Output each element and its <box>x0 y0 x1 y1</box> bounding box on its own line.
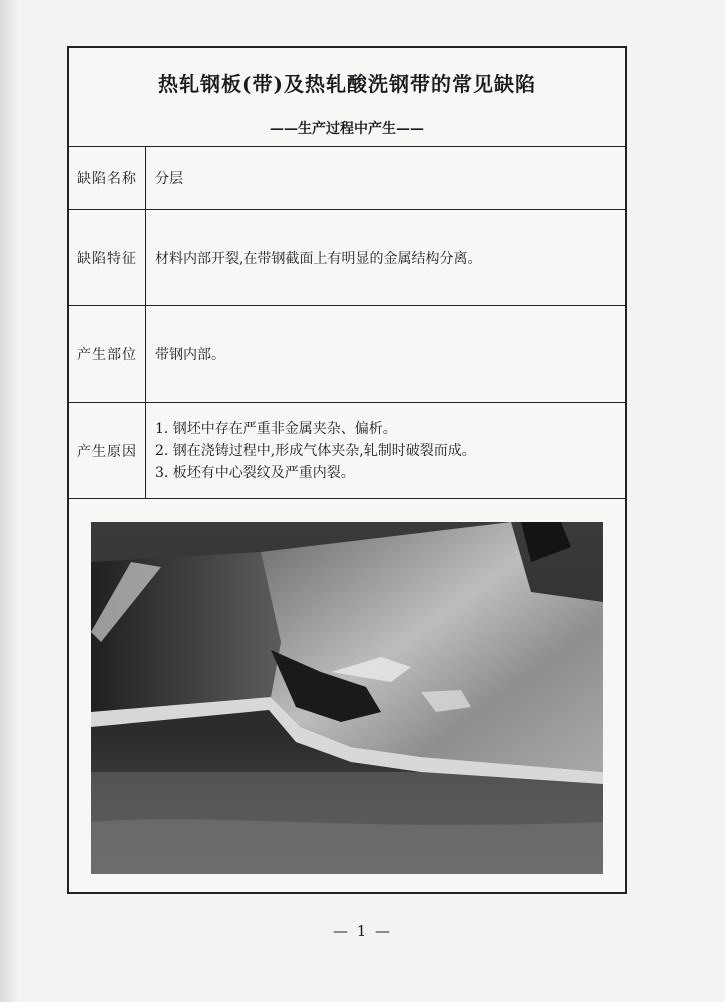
defect-photo-illustration <box>91 522 603 874</box>
row-value: 材料内部开裂,在带钢截面上有明显的金属结构分离。 <box>155 250 482 267</box>
cause-item: 3. 板坯有中心裂纹及严重内裂。 <box>155 464 355 481</box>
row-value: 分层 <box>155 170 183 187</box>
row-label: 缺陷特征 <box>69 210 146 305</box>
row-label: 产生部位 <box>69 306 146 402</box>
title-block <box>69 48 625 147</box>
row-defect-cause <box>69 403 625 499</box>
row-defect-location <box>69 306 625 403</box>
row-value-list <box>155 403 617 498</box>
defect-photo <box>91 522 603 874</box>
page-number: — 1 — <box>332 922 393 940</box>
row-value: 带钢内部。 <box>155 347 225 363</box>
page-edge-shadow <box>0 0 18 1002</box>
defect-sheet <box>67 46 627 894</box>
row-defect-name <box>69 146 625 210</box>
row-defect-feature <box>69 210 625 306</box>
cause-item: 1. 钢坯中存在严重非金属夹杂、偏析。 <box>155 420 397 437</box>
document-title: 热轧钢板(带)及热轧酸洗钢带的常见缺陷 <box>158 72 536 96</box>
row-label: 缺陷名称 <box>69 146 146 209</box>
cause-item: 2. 钢在浇铸过程中,形成气体夹杂,轧制时破裂而成。 <box>155 442 476 459</box>
document-subtitle: ——生产过程中产生—— <box>270 121 424 137</box>
row-label: 产生原因 <box>69 403 146 498</box>
